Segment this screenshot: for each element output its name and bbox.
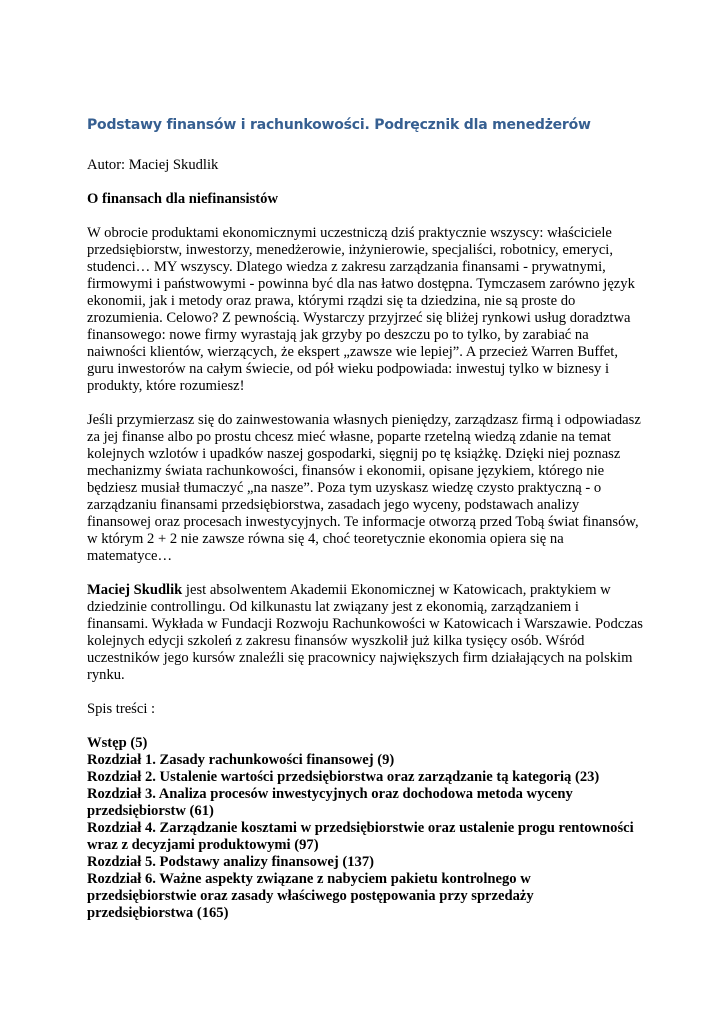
toc-item-chapter-4: Rozdział 4. Zarządzanie kosztami w przedsiębiorstwie oraz ustalenie progu rentowności wraz z decyzjami produktowymi (97) — [87, 820, 634, 853]
document-page — [87, 116, 643, 922]
toc-item-chapter-3: Rozdział 3. Analiza procesów inwestycyjnych oraz dochodowa metoda wyceny przedsiębiorstw (61) — [87, 786, 573, 819]
toc-label: Spis treści : — [87, 701, 156, 717]
toc-item-chapter-2: Rozdział 2. Ustalenie wartości przedsiębiorstwa oraz zarządzanie tą kategorią (23) — [87, 769, 600, 785]
table-of-contents — [87, 735, 643, 922]
toc-item-chapter-6: Rozdział 6. Ważne aspekty związane z nabyciem pakietu kontrolnego w przedsiębiorstwie oraz zasady właściwego postępowania przy sprzedaży przedsiębiorstwa (165) — [87, 871, 534, 921]
author-bio-paragraph — [87, 582, 643, 684]
book-description-paragraph: Jeśli przymierzasz się do zainwestowania własnych pieniędzy, zarządzasz firmą i odpowiadasz za jej finanse albo po prostu chcesz mieć własne, poparte rzetelną wiedzą zdanie na temat kolejnych wzlotów i upadków naszej gospodarki, sięgnij po tę książkę. Dzięki niej poznasz mechanizmy świata rachunkowości, finansów i ekonomii, opisane językiem, którego nie będziesz musiał tłumaczyć „na nasze”. Poza tym uzyskasz wiedzę czysto praktyczną - o zarządzaniu finansami przedsiębiorstwa, zasadach jego wyceny, podstawach analizy finansowej oraz procesach inwestycyjnych. Te informacje otworzą przed Tobą świat finansów, w którym 2 + 2 nie zawsze równa się 4, choć teoretycznie ekonomia opiera się na matematyce… — [87, 412, 641, 564]
author-line: Autor: Maciej Skudlik — [87, 157, 219, 173]
toc-item-chapter-5: Rozdział 5. Podstawy analizy finansowej (137) — [87, 854, 375, 870]
intro-paragraph: W obrocie produktami ekonomicznymi uczestniczą dziś praktycznie wszyscy: właściciele przedsiębiorstw, inwestorzy, menedżerowie, inżynierowie, specjaliści, robotnicy, emeryci, studenci… MY wszyscy. Dlatego wiedza z zakresu zarządzania finansami - prywatnymi, firmowymi i państwowymi - powinna być dla nas łatwo dostępna. Tymczasem zarówno język ekonomii, jak i metody oraz prawa, którymi rządzi się ta dziedzina, nie są proste do zrozumienia. Celowo? Z pewnością. Wystarczy przyjrzeć się bliżej rynkowi usług doradztwa finansowego: nowe firmy wyrastają jak grzyby po deszczu po to tylko, by zarabiać na naiwności klientów, wierzących, że ekspert „zawsze wie lepiej”. A przecież Warren Buffet, guru inwestorów na całym świecie, od pół wieku podpowiada: inwestuj tylko w biznesy i produkty, które rozumiesz! — [87, 225, 635, 394]
toc-item-chapter-1: Rozdział 1. Zasady rachunkowości finansowej (9) — [87, 752, 395, 768]
document-title: Podstawy finansów i rachunkowości. Podręcznik dla menedżerów — [87, 117, 591, 133]
author-bio-text: jest absolwentem Akademii Ekonomicznej w Katowicach, praktykiem w dziedzinie controllingu. Od kilkunastu lat związany jest z ekonomią, zarządzaniem i finansami. Wykłada w Fundacji Rozwoju Rachunkowości w Katowicach i Warszawie. Podczas kolejnych edycji szkoleń z zakresu finansów wyszkolił już kilka tysięcy osób. Wśród uczestników jego kursów znaleźli się pracownicy największych firm działających na polskim rynku. — [87, 582, 643, 683]
section-heading: O finansach dla niefinansistów — [87, 191, 278, 207]
author-bio-name: Maciej Skudlik — [87, 582, 183, 598]
toc-item-intro: Wstęp (5) — [87, 735, 148, 751]
